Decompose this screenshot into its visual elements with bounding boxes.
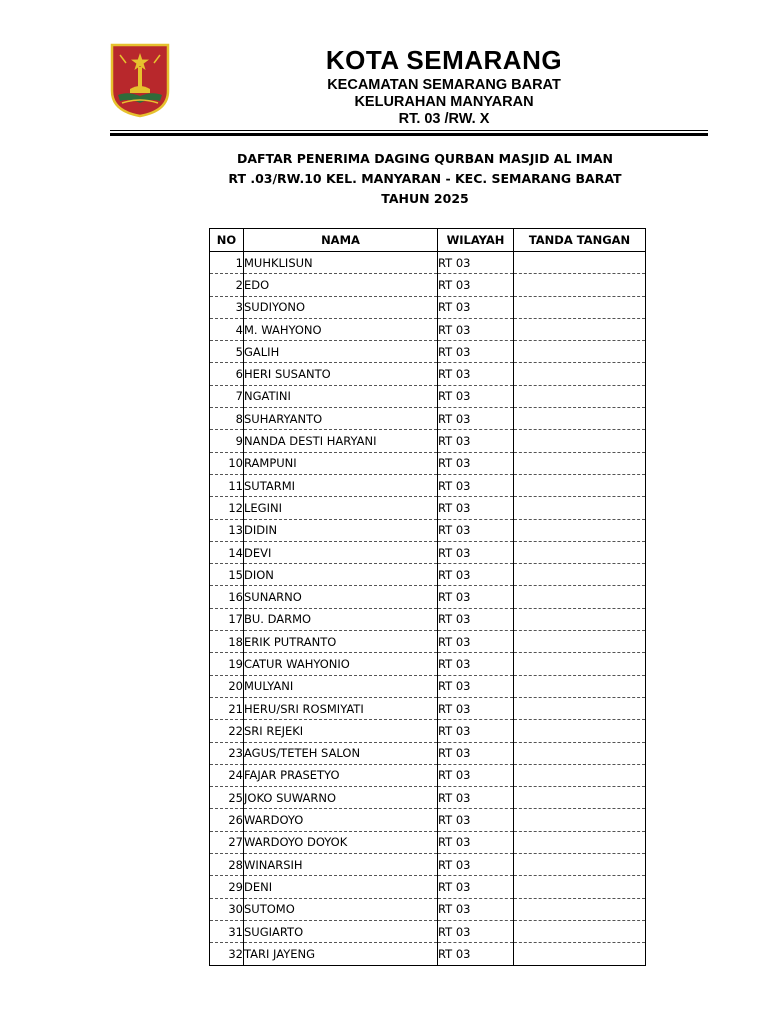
row-tanda-tangan bbox=[514, 541, 646, 563]
row-nama: SRI REJEKI bbox=[244, 720, 438, 742]
row-wilayah: RT 03 bbox=[438, 430, 514, 452]
row-tanda-tangan bbox=[514, 898, 646, 920]
table-row bbox=[210, 586, 646, 608]
table-row bbox=[210, 541, 646, 563]
row-nama: FAJAR PRASETYO bbox=[244, 764, 438, 786]
document-title-line1: DAFTAR PENERIMA DAGING QURBAN MASJID AL IMAN bbox=[236, 151, 614, 166]
row-tanda-tangan bbox=[514, 385, 646, 407]
row-no: 16 bbox=[210, 586, 244, 608]
table-row bbox=[210, 742, 646, 764]
row-wilayah: RT 03 bbox=[438, 608, 514, 630]
row-no: 8 bbox=[210, 408, 244, 430]
row-wilayah: RT 03 bbox=[438, 653, 514, 675]
row-wilayah: RT 03 bbox=[438, 519, 514, 541]
table-row bbox=[210, 876, 646, 898]
table-row bbox=[210, 898, 646, 920]
row-tanda-tangan bbox=[514, 341, 646, 363]
row-tanda-tangan bbox=[514, 742, 646, 764]
row-no: 31 bbox=[210, 920, 244, 942]
row-no: 1 bbox=[210, 252, 244, 274]
row-tanda-tangan bbox=[514, 720, 646, 742]
table-row bbox=[210, 653, 646, 675]
row-wilayah: RT 03 bbox=[438, 274, 514, 296]
letterhead-village: KELURAHAN MANYARAN bbox=[354, 94, 534, 110]
table-row bbox=[210, 296, 646, 318]
row-no: 4 bbox=[210, 318, 244, 340]
row-wilayah: RT 03 bbox=[438, 586, 514, 608]
row-wilayah: RT 03 bbox=[438, 497, 514, 519]
row-nama: NGATINI bbox=[244, 385, 438, 407]
row-wilayah: RT 03 bbox=[438, 764, 514, 786]
table-row bbox=[210, 341, 646, 363]
row-wilayah: RT 03 bbox=[438, 408, 514, 430]
row-no: 18 bbox=[210, 631, 244, 653]
row-no: 26 bbox=[210, 809, 244, 831]
row-nama: DIDIN bbox=[244, 519, 438, 541]
row-tanda-tangan bbox=[514, 653, 646, 675]
row-nama: SUHARYANTO bbox=[244, 408, 438, 430]
row-wilayah: RT 03 bbox=[438, 809, 514, 831]
row-wilayah: RT 03 bbox=[438, 318, 514, 340]
row-wilayah: RT 03 bbox=[438, 631, 514, 653]
row-nama: SUTOMO bbox=[244, 898, 438, 920]
table-row bbox=[210, 675, 646, 697]
row-nama: WARDOYO DOYOK bbox=[244, 831, 438, 853]
row-tanda-tangan bbox=[514, 831, 646, 853]
table-row bbox=[210, 697, 646, 719]
row-tanda-tangan bbox=[514, 363, 646, 385]
row-no: 12 bbox=[210, 497, 244, 519]
row-nama: SUNARNO bbox=[244, 586, 438, 608]
row-wilayah: RT 03 bbox=[438, 452, 514, 474]
table-body bbox=[210, 252, 646, 966]
table-row bbox=[210, 519, 646, 541]
table-row bbox=[210, 252, 646, 274]
row-nama: GALIH bbox=[244, 341, 438, 363]
table-row bbox=[210, 497, 646, 519]
row-tanda-tangan bbox=[514, 252, 646, 274]
row-nama: EDO bbox=[244, 274, 438, 296]
table-row bbox=[210, 831, 646, 853]
header-tanda-tangan: TANDA TANGAN bbox=[514, 229, 646, 252]
row-tanda-tangan bbox=[514, 408, 646, 430]
header-wilayah: WILAYAH bbox=[438, 229, 514, 252]
table-row bbox=[210, 943, 646, 965]
table-row bbox=[210, 363, 646, 385]
row-tanda-tangan bbox=[514, 764, 646, 786]
row-no: 27 bbox=[210, 831, 244, 853]
row-no: 25 bbox=[210, 787, 244, 809]
row-no: 11 bbox=[210, 474, 244, 496]
row-wilayah: RT 03 bbox=[438, 385, 514, 407]
table-row bbox=[210, 430, 646, 452]
row-nama: MULYANI bbox=[244, 675, 438, 697]
row-wilayah: RT 03 bbox=[438, 943, 514, 965]
row-wilayah: RT 03 bbox=[438, 252, 514, 274]
row-nama: SUGIARTO bbox=[244, 920, 438, 942]
header-nama: NAMA bbox=[244, 229, 438, 252]
table-row bbox=[210, 787, 646, 809]
letterhead-city: KOTA SEMARANG bbox=[325, 45, 563, 75]
row-wilayah: RT 03 bbox=[438, 787, 514, 809]
row-tanda-tangan bbox=[514, 296, 646, 318]
table-row bbox=[210, 564, 646, 586]
row-tanda-tangan bbox=[514, 876, 646, 898]
row-wilayah: RT 03 bbox=[438, 341, 514, 363]
row-nama: M. WAHYONO bbox=[244, 318, 438, 340]
row-no: 30 bbox=[210, 898, 244, 920]
header-no: NO bbox=[210, 229, 244, 252]
row-no: 10 bbox=[210, 452, 244, 474]
letterhead-divider-thin bbox=[110, 130, 708, 131]
row-no: 9 bbox=[210, 430, 244, 452]
row-nama: ERIK PUTRANTO bbox=[244, 631, 438, 653]
row-nama: TARI JAYENG bbox=[244, 943, 438, 965]
letterhead-divider-thick bbox=[110, 133, 708, 136]
row-nama: WINARSIH bbox=[244, 854, 438, 876]
table-row bbox=[210, 408, 646, 430]
row-tanda-tangan bbox=[514, 586, 646, 608]
row-tanda-tangan bbox=[514, 920, 646, 942]
row-tanda-tangan bbox=[514, 474, 646, 496]
row-nama: AGUS/TETEH SALON bbox=[244, 742, 438, 764]
row-tanda-tangan bbox=[514, 430, 646, 452]
table-row bbox=[210, 385, 646, 407]
row-nama: DENI bbox=[244, 876, 438, 898]
row-no: 15 bbox=[210, 564, 244, 586]
table-row bbox=[210, 608, 646, 630]
row-tanda-tangan bbox=[514, 608, 646, 630]
table-row bbox=[210, 920, 646, 942]
table-row bbox=[210, 720, 646, 742]
row-wilayah: RT 03 bbox=[438, 564, 514, 586]
row-wilayah: RT 03 bbox=[438, 541, 514, 563]
row-no: 2 bbox=[210, 274, 244, 296]
row-no: 32 bbox=[210, 943, 244, 965]
row-wilayah: RT 03 bbox=[438, 876, 514, 898]
row-wilayah: RT 03 bbox=[438, 363, 514, 385]
row-tanda-tangan bbox=[514, 519, 646, 541]
table-row bbox=[210, 631, 646, 653]
row-no: 23 bbox=[210, 742, 244, 764]
row-tanda-tangan bbox=[514, 809, 646, 831]
row-no: 20 bbox=[210, 675, 244, 697]
row-nama: NANDA DESTI HARYANI bbox=[244, 430, 438, 452]
row-wilayah: RT 03 bbox=[438, 697, 514, 719]
row-no: 13 bbox=[210, 519, 244, 541]
table-row bbox=[210, 809, 646, 831]
table-row bbox=[210, 318, 646, 340]
row-nama: SUTARMI bbox=[244, 474, 438, 496]
row-no: 19 bbox=[210, 653, 244, 675]
row-tanda-tangan bbox=[514, 943, 646, 965]
row-nama: HERI SUSANTO bbox=[244, 363, 438, 385]
row-tanda-tangan bbox=[514, 675, 646, 697]
letterhead-rt-rw: RT. 03 /RW. X bbox=[398, 111, 490, 127]
row-no: 28 bbox=[210, 854, 244, 876]
semarang-emblem-icon bbox=[110, 43, 170, 118]
row-tanda-tangan bbox=[514, 787, 646, 809]
row-nama: HERU/SRI ROSMIYATI bbox=[244, 697, 438, 719]
row-tanda-tangan bbox=[514, 564, 646, 586]
row-no: 24 bbox=[210, 764, 244, 786]
row-wilayah: RT 03 bbox=[438, 742, 514, 764]
row-tanda-tangan bbox=[514, 274, 646, 296]
recipients-table bbox=[209, 228, 646, 966]
row-wilayah: RT 03 bbox=[438, 296, 514, 318]
table-row bbox=[210, 452, 646, 474]
row-no: 14 bbox=[210, 541, 244, 563]
row-no: 17 bbox=[210, 608, 244, 630]
row-no: 5 bbox=[210, 341, 244, 363]
row-wilayah: RT 03 bbox=[438, 854, 514, 876]
row-nama: WARDOYO bbox=[244, 809, 438, 831]
table-row bbox=[210, 474, 646, 496]
row-no: 6 bbox=[210, 363, 244, 385]
row-tanda-tangan bbox=[514, 452, 646, 474]
letterhead-district: KECAMATAN SEMARANG BARAT bbox=[327, 77, 561, 93]
row-nama: DEVI bbox=[244, 541, 438, 563]
row-nama: RAMPUNI bbox=[244, 452, 438, 474]
table-row bbox=[210, 764, 646, 786]
document-title-line3: TAHUN 2025 bbox=[381, 191, 469, 206]
row-no: 22 bbox=[210, 720, 244, 742]
row-wilayah: RT 03 bbox=[438, 720, 514, 742]
row-tanda-tangan bbox=[514, 697, 646, 719]
row-nama: DION bbox=[244, 564, 438, 586]
row-tanda-tangan bbox=[514, 318, 646, 340]
table-header-row bbox=[210, 229, 646, 252]
table-row bbox=[210, 274, 646, 296]
row-nama: LEGINI bbox=[244, 497, 438, 519]
row-nama: BU. DARMO bbox=[244, 608, 438, 630]
row-nama: JOKO SUWARNO bbox=[244, 787, 438, 809]
row-nama: CATUR WAHYONIO bbox=[244, 653, 438, 675]
row-wilayah: RT 03 bbox=[438, 920, 514, 942]
row-wilayah: RT 03 bbox=[438, 898, 514, 920]
row-wilayah: RT 03 bbox=[438, 675, 514, 697]
row-no: 7 bbox=[210, 385, 244, 407]
row-wilayah: RT 03 bbox=[438, 831, 514, 853]
row-tanda-tangan bbox=[514, 497, 646, 519]
row-wilayah: RT 03 bbox=[438, 474, 514, 496]
table-row bbox=[210, 854, 646, 876]
row-no: 3 bbox=[210, 296, 244, 318]
row-nama: SUDIYONO bbox=[244, 296, 438, 318]
row-nama: MUHKLISUN bbox=[244, 252, 438, 274]
row-tanda-tangan bbox=[514, 854, 646, 876]
row-no: 29 bbox=[210, 876, 244, 898]
document-title-line2: RT .03/RW.10 KEL. MANYARAN - KEC. SEMARANG BARAT bbox=[228, 171, 622, 186]
row-no: 21 bbox=[210, 697, 244, 719]
row-tanda-tangan bbox=[514, 631, 646, 653]
